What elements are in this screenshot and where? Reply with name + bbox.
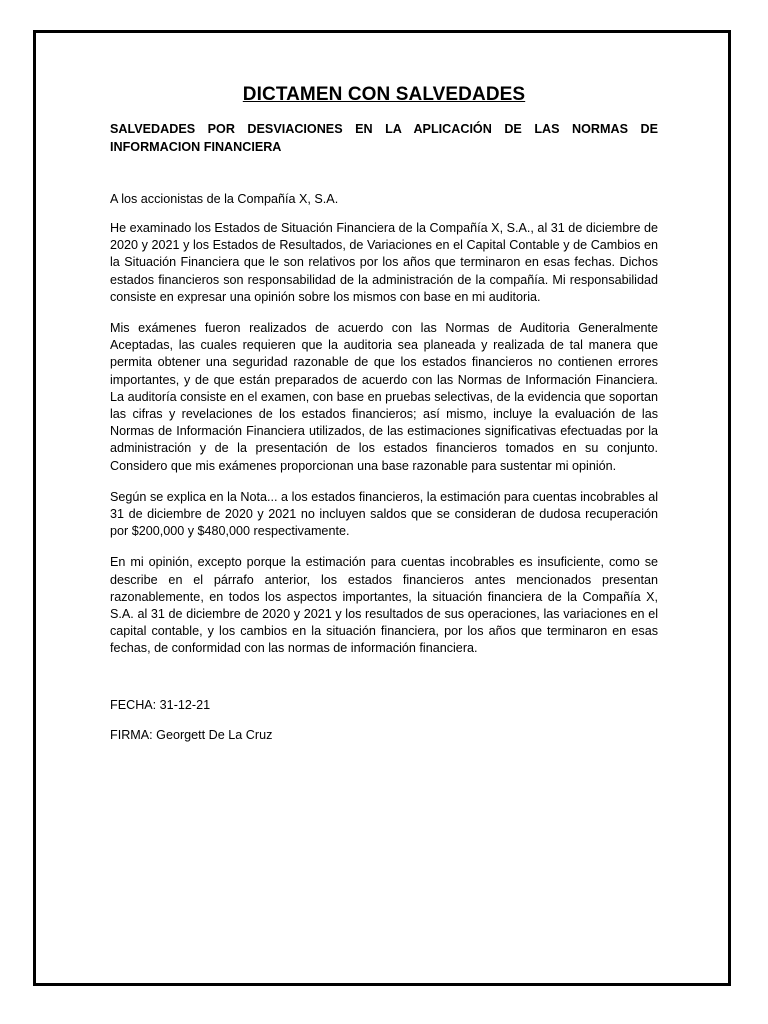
paragraph-scope: He examinado los Estados de Situación Financiera de la Compañía X, S.A., al 31 de diciembre de 2020 y 2021 y los Estados de Resultados, de Variaciones en el Capital Contable y de Cambios en la Situación Financiera que le son relativos por los años que terminaron en esas fechas. Dichos estados financieros son responsabilidad de la administración de la compañía. Mi responsabilidad consiste en expresar una opinión sobre los mismos con base en mi auditoria. (110, 221, 658, 304)
signature-line: FIRMA: Georgett De La Cruz (110, 727, 273, 742)
paragraph-qualification: Según se explica en la Nota... a los estados financieros, la estimación para cuentas incobrables al 31 de diciembre de 2020 y 2021 no incluyen saldos que se consideran de dudosa recuperación por $200,000 y $480,000 respectivamente. (110, 489, 658, 539)
date-line: FECHA: 31-12-21 (110, 697, 211, 712)
greeting: A los accionistas de la Compañía X, S.A. (110, 192, 339, 206)
document-subtitle: SALVEDADES POR DESVIACIONES EN LA APLICACIÓN DE LAS NORMAS DE INFORMACION FINANCIERA (110, 122, 658, 154)
paragraph-audit-basis: Mis exámenes fueron realizados de acuerdo con las Normas de Auditoria Generalmente Aceptadas, las cuales requieren que la auditoria sea planeada y realizada de tal manera que permita obtener una seguridad razonable de que los estados financieros no contienen errores importantes, y de que están preparados de acuerdo con las Normas de Información Financiera. La auditoría consiste en el examen, con base en pruebas selectivas, de la evidencia que soportan las cifras y revelaciones de los estados financieros; así mismo, incluye la evaluación de las Normas de Información Financiera utilizados, de las estimaciones significativas efectuadas por la administración y de la presentación de los estados financieros tomados en su conjunto. Considero que mis exámenes proporcionan una base razonable para sustentar mi opinión. (110, 321, 658, 473)
document-body (110, 84, 658, 744)
paragraph-opinion: En mi opinión, excepto porque la estimación para cuentas incobrables es insuficiente, como se describe en el párrafo anterior, los estados financieros antes mencionados presentan razonablemente, en todos los aspectos importantes, la situación financiera de la Compañía X, S.A. al 31 de diciembre de 2020 y 2021 y los resultados de sus operaciones, las variaciones en el capital contable, y los cambios en la situación financiera, por los años que terminaron en esas fechas, de conformidad con las normas de información financiera. (110, 555, 658, 656)
document-title: DICTAMEN CON SALVEDADES (242, 84, 526, 105)
